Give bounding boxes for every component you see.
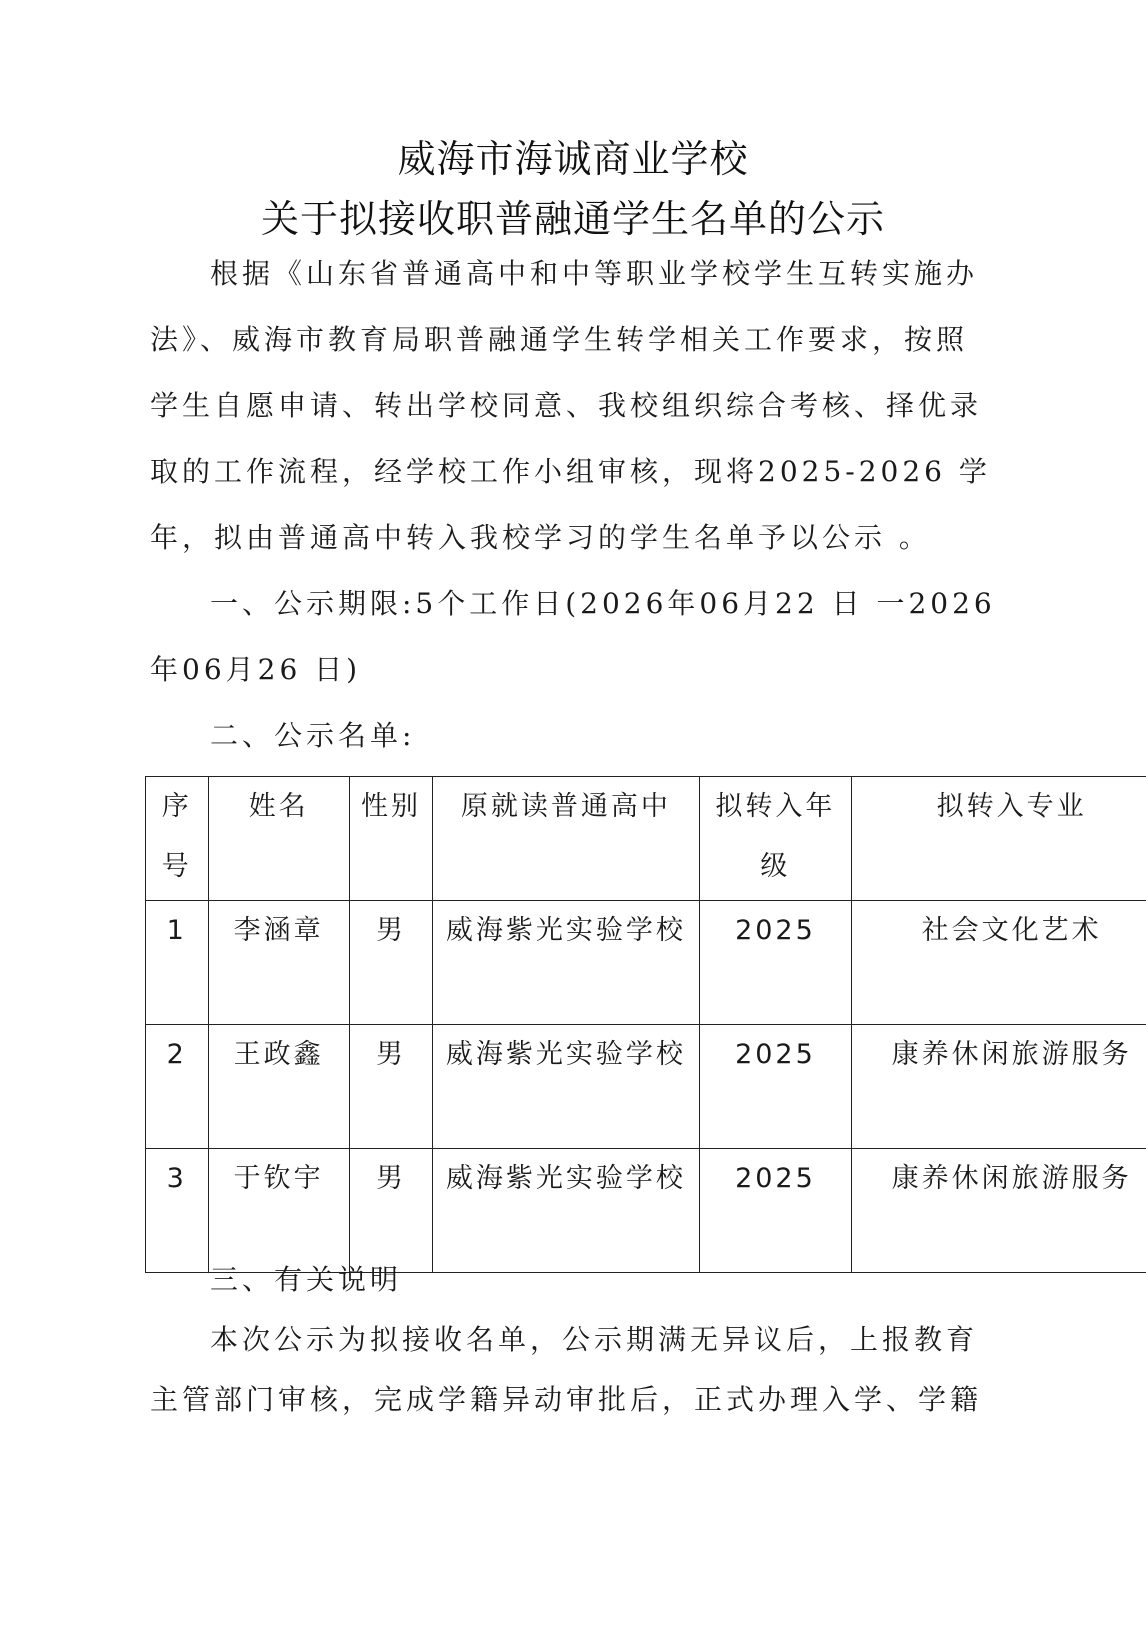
- cell-major: 康养休闲旅游服务: [852, 1149, 1146, 1273]
- table-header-row: [146, 777, 1146, 901]
- intro-line: 根据《山东省普通高中和中等职业学校学生互转实施办: [210, 257, 979, 290]
- cell-school: 威海紫光实验学校: [433, 1025, 699, 1149]
- cell-name: 李涵章: [208, 901, 349, 1025]
- cell-gender: 男: [349, 901, 432, 1025]
- intro-line: 年，拟由普通高中转入我校学习的学生名单予以公示 。: [150, 521, 931, 554]
- table-row: [146, 1025, 1146, 1149]
- cell-major: 康养休闲旅游服务: [852, 1025, 1146, 1149]
- header-cell: 姓名: [208, 777, 349, 901]
- cell-gender: 男: [349, 1025, 432, 1149]
- cell-name: 王政鑫: [208, 1025, 349, 1149]
- header-cell: 拟转入专业: [852, 777, 1146, 901]
- header-cell: 性别: [349, 777, 432, 901]
- table-row: [146, 901, 1146, 1025]
- cell-name: 于钦宇: [208, 1149, 349, 1273]
- intro-line: 法》、威海市教育局职普融通学生转学相关工作要求，按照: [150, 323, 969, 356]
- cell-no: 1: [146, 901, 209, 1025]
- notes-line: 主管部门审核，完成学籍异动审批后，正式办理入学、学籍: [150, 1383, 983, 1416]
- list-heading: 二、公示名单:: [210, 719, 416, 752]
- notes-line: 本次公示为拟接收名单，公示期满无异议后，上报教育: [210, 1323, 979, 1356]
- cell-grade: 2025: [699, 901, 852, 1025]
- student-list-table: [145, 776, 1146, 1273]
- intro-line: 学生自愿申请、转出学校同意、我校组织综合考核、择优录: [150, 389, 983, 422]
- document-title-school: 威海市海诚商业学校: [397, 137, 749, 181]
- period-line: 一、公示期限:5个工作日(2026年06月22 日 一2026: [210, 587, 996, 620]
- notes-heading: 三、有关说明: [210, 1263, 403, 1296]
- header-cell: 序号: [146, 777, 209, 901]
- cell-gender: 男: [349, 1149, 432, 1273]
- cell-no: 3: [146, 1149, 209, 1273]
- period-line: 年06月26 日): [150, 653, 362, 686]
- cell-grade: 2025: [699, 1025, 852, 1149]
- cell-major: 社会文化艺术: [852, 901, 1146, 1025]
- cell-grade: 2025: [699, 1149, 852, 1273]
- cell-school: 威海紫光实验学校: [433, 901, 699, 1025]
- header-cell: 拟转入年级: [699, 777, 852, 901]
- cell-no: 2: [146, 1025, 209, 1149]
- cell-school: 威海紫光实验学校: [433, 1149, 699, 1273]
- document-title-subject: 关于拟接收职普融通学生名单的公示: [260, 197, 885, 241]
- intro-line: 取的工作流程，经学校工作小组审核，现将2025-2026 学: [150, 455, 991, 488]
- header-cell: 原就读普通高中: [433, 777, 699, 901]
- table-row: [146, 1149, 1146, 1273]
